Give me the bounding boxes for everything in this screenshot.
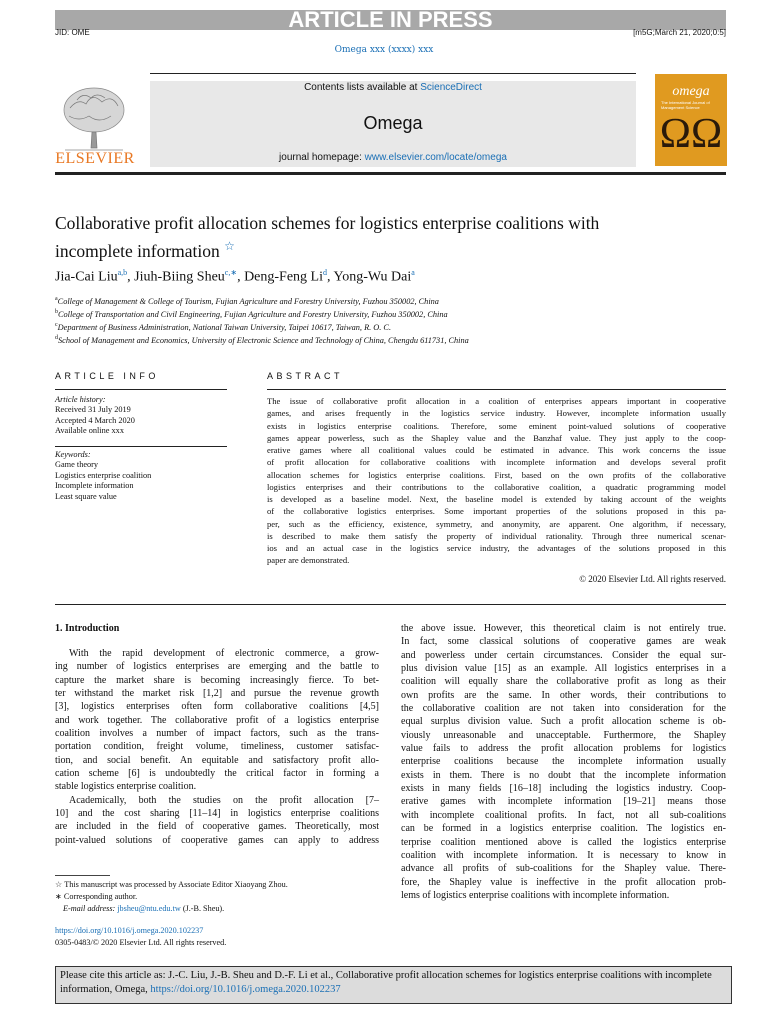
article-title-text: Collaborative profit allocation schemes for logistics enterprise coalitions with incomplete information	[55, 213, 600, 261]
footnote-star-text: This manuscript was processed by Associate Editor Xiaoyang Zhou.	[64, 880, 288, 889]
footnote-corresponding	[55, 891, 385, 903]
email-label: E-mail address:	[63, 904, 116, 913]
intro-line: capture the market share is becoming increasingly fierce. To bet-	[55, 674, 379, 686]
elsevier-wordmark: ELSEVIER	[55, 150, 135, 167]
footnote-star-mark: ☆	[55, 880, 63, 889]
intro-line: erative games with incomplete information [19–21] means those	[401, 796, 726, 808]
cover-title: omega	[672, 84, 710, 99]
author-name: Deng-Feng Li	[244, 269, 323, 285]
citation-text: Please cite this article as: J.-C. Liu, J.-B. Sheu and D.-F. Li et al., Collaborative profit allocation schemes for logistics enterprise coalitions with incomplete information, Omega,	[60, 970, 712, 995]
footnote-star	[55, 879, 385, 891]
affiliation-mark: d	[55, 335, 58, 342]
homepage-prefix: journal homepage:	[279, 152, 365, 163]
intro-column-right	[401, 622, 726, 902]
keyword-item: Least square value	[55, 491, 117, 501]
copyright-notice: © 2020 Elsevier Ltd. All rights reserved.	[579, 574, 726, 584]
affiliation-mark: b	[55, 309, 58, 316]
abstract-text	[267, 395, 726, 567]
abstract-line: games, and arises frequently in the logistics service industry. However, incomplete information usually	[267, 408, 726, 419]
intro-line: ter withstand the market risk [1,2] and pursue the revenue growth	[55, 688, 379, 700]
abstract-line: logistics enterprises and their contributions to the collaborative coalition, a quadratic programming model	[267, 481, 726, 492]
article-info-heading: ARTICLE INFO	[55, 371, 159, 381]
intro-line: fore, the Shapley value is ineffective in the profit allocation prob-	[401, 876, 726, 888]
intro-line: enterprise coalitions because the incomplete information usually	[401, 756, 726, 768]
body-top-rule	[55, 604, 726, 605]
footnote-rule	[55, 875, 110, 876]
intro-line: cation scheme [6] is undoubtedly the critical factor in forming a	[55, 768, 379, 780]
abstract-line: games appear powerless, such as the Shapley value and the Banzhaf value. They just apply to the coop-	[267, 432, 726, 443]
intro-line: the above issue. However, this theoretical claim is not entirely true.	[401, 623, 726, 634]
keyword-list	[55, 460, 227, 502]
email-suffix: (J.-B. Sheu).	[182, 904, 225, 913]
doi-block	[55, 925, 226, 949]
abstract-line: of the collaborative logistics enterprises. Some important properties of the solutions proposed in this pa-	[267, 506, 726, 517]
intro-line: ing number of logistics enterprises are emerging and the battle to	[55, 661, 379, 673]
article-in-press-banner: ARTICLE IN PRESS	[55, 10, 726, 30]
author-email-link[interactable]: jbsheu@ntu.edu.tw	[117, 904, 181, 913]
intro-line: Academically, both the studies on the profit allocation [7–	[69, 794, 379, 806]
manuscript-date: [m5G;March 21, 2020;0:5]	[633, 28, 726, 37]
intro-line: own profits are the same. In other words, their contributions to	[401, 689, 726, 701]
author-name: Jiuh-Biing Sheu	[134, 269, 225, 285]
intro-line: exists in many fields [16–18] including the logistics industry. Coop-	[401, 783, 726, 795]
affiliation-text: College of Transportation and Civil Engineering, Fujian Agriculture and Forestry University, Fuzhou 350002, China	[58, 309, 448, 319]
title-footnote-star-link[interactable]: ☆	[224, 239, 235, 253]
article-history	[55, 395, 227, 437]
affiliation	[55, 307, 715, 320]
cover-subtitle: The International Journal of Management Science	[661, 100, 710, 110]
abstract-line: paper are demonstrated.	[267, 555, 350, 566]
intro-line: the collaborative coalition are not taken into consideration for the	[401, 703, 726, 715]
journal-name: Omega	[363, 113, 423, 133]
affiliation-mark: c	[55, 322, 58, 329]
affiliation-mark: a	[55, 296, 58, 302]
abstract-line: per, such as the efficiency, existence, symmetry, and anonymity, are apparent. One algorithm, if necessary,	[267, 518, 726, 529]
intro-line: 10] and the cost sharing [11–14] in logistics enterprise coalitions	[55, 808, 379, 820]
homepage-link[interactable]: www.elsevier.com/locate/omega	[364, 152, 507, 163]
affiliation-list	[55, 294, 715, 346]
intro-line: terprise coalition mentioned above is called the logistics enterprise	[401, 836, 726, 848]
journal-id: JID: OME	[55, 28, 90, 37]
contents-line	[150, 82, 636, 93]
omega-symbol-icon: ΩΩ	[659, 111, 723, 157]
article-info-rule	[55, 389, 227, 390]
intro-line: are included in the field of cooperative games. Theoretically, most	[55, 821, 379, 833]
header-bottom-rule	[55, 172, 726, 175]
affiliation	[55, 294, 715, 307]
intro-line: value fails to address the profit allocation problems for logistics	[401, 743, 726, 755]
article-title	[55, 212, 675, 263]
history-item: Available online xxx	[55, 426, 124, 436]
intro-line: and powerless under certain circumstances. Consider the equal sur-	[401, 649, 726, 661]
intro-line: equal surplus division value. Such a profit allocation scheme is ob-	[401, 716, 726, 728]
abstract-line: ios and an actual case in the logistics service industry, the advantages of the solutions proposed in this	[267, 543, 726, 553]
author-affiliation-mark[interactable]: d	[323, 268, 327, 277]
history-item: Received 31 July 2019	[55, 405, 131, 415]
author-affiliation-mark[interactable]: a	[411, 268, 415, 277]
intro-line: and work together. The collaborative profit of a logistics enterprise	[55, 714, 379, 726]
journal-reference-link[interactable]: Omega xxx (xxxx) xxx	[334, 45, 434, 55]
introduction-heading: 1. Introduction	[55, 623, 120, 634]
keywords	[55, 450, 227, 502]
intro-line: plus division value [15] as an example. All logistics enterprises in a	[401, 663, 726, 675]
author-name: Yong-Wu Dai	[333, 269, 412, 285]
author-list	[55, 268, 705, 286]
history-item: Accepted 4 March 2020	[55, 415, 135, 425]
intro-line: coalition involves a number of impact factors, such as the trans-	[55, 728, 379, 740]
affiliation-text: College of Management & College of Tourism, Fujian Agriculture and Forestry University, Fuzhou 350002, China	[57, 296, 439, 306]
keyword-item: Game theory	[55, 460, 99, 470]
author-affiliation-mark[interactable]: c,∗	[224, 268, 238, 277]
intro-line: coalition will equally share the collaborative profit as long as their	[401, 676, 726, 688]
abstract-line: of profit allocation for collaborative coalitions with incomplete information and develops several profit	[267, 457, 726, 468]
intro-line: portation condition, freight volume, timeliness, customer satisfac-	[55, 741, 379, 753]
footnotes	[55, 879, 385, 915]
author-separator: ,	[237, 269, 245, 285]
intro-line: In fact, some classical solutions of cooperative games are weak	[401, 636, 726, 648]
intro-column-left	[55, 647, 379, 847]
intro-line: [3], logistics enterprises often form collaborative coalitions [4,5]	[55, 701, 379, 713]
abstract-line: allocation schemes for logistics enterprise coalitions. First, based on the own profits of the collaborative	[267, 469, 726, 480]
author-name: Jia-Cai Liu	[55, 269, 118, 285]
history-list	[55, 405, 227, 436]
intro-line: can be formed in a logistics enterprise coalition. The logistics en-	[401, 823, 726, 835]
abstract-line: is developed as a baseline model. Next, the baseline model is extended by taking account of the weights	[267, 494, 726, 504]
intro-line: advance all profits of sub-coalitions for the Shapley value. There-	[401, 863, 726, 875]
abstract-line: erative games where all coalitional values could be estimated in advance. This work concerns the issue	[267, 445, 726, 455]
abstract-line: The issue of collaborative profit allocation in a coalition of enterprises appears important in cooperative	[267, 396, 726, 406]
abstract-line: exists in logistics enterprise coalitions. Therefore, some eminent point-valued solutions of cooperative	[267, 420, 726, 431]
homepage-line	[150, 152, 636, 163]
affiliation-text: Department of Business Administration, National Taiwan University, Taipei 10617, Taiwan, R. O. C.	[57, 322, 392, 332]
sciencedirect-link[interactable]: ScienceDirect	[420, 82, 482, 93]
abstract-heading: ABSTRACT	[267, 371, 344, 381]
author-separator: ,	[327, 269, 334, 285]
contents-prefix: Contents lists available at	[304, 82, 421, 93]
intro-line: stable logistics enterprise coalition.	[55, 781, 197, 793]
footnote-corr-text: Corresponding author.	[63, 892, 138, 901]
intro-line: With the rapid development of electronic commerce, a grow-	[69, 648, 379, 659]
footnote-corr-mark: ∗	[55, 892, 62, 901]
affiliation	[55, 333, 715, 346]
citation-box	[55, 966, 732, 1004]
author-separator: ,	[127, 269, 135, 285]
intro-line: coalition with incomplete information. It is necessary to know in	[401, 849, 726, 861]
history-label: Article history:	[55, 395, 106, 404]
abstract-line: is described to make them satisfy the property of individual rationality. Through three numerical scenar-	[267, 530, 726, 541]
intro-line: viously unreasonable and unacceptable. Furthermore, the Shapley	[401, 729, 726, 741]
journal-cover-thumbnail	[655, 74, 727, 166]
rights-line: 0305-0483/© 2020 Elsevier Ltd. All rights reserved.	[55, 938, 227, 947]
abstract-rule	[267, 389, 726, 390]
intro-line: exists in them. There is no doubt that the incomplete information	[401, 769, 726, 781]
intro-line: tion, and social benefit. An equitable and satisfactory profit allo-	[55, 754, 379, 766]
keywords-rule	[55, 446, 227, 447]
keywords-label: Keywords:	[55, 450, 91, 459]
author-affiliation-mark[interactable]: a,b	[117, 268, 128, 277]
keyword-item: Logistics enterprise coalition	[55, 470, 152, 480]
affiliation	[55, 320, 715, 333]
keyword-item: Incomplete information	[55, 481, 134, 491]
citation-doi-link[interactable]: https://doi.org/10.1016/j.omega.2020.102237	[150, 984, 341, 995]
footnote-email	[55, 903, 385, 915]
intro-line: point-valued solutions of cooperative games can apply to address	[55, 834, 379, 846]
intro-line: lems of logistics enterprise coalitions with incomplete information.	[401, 889, 670, 901]
doi-link[interactable]: https://doi.org/10.1016/j.omega.2020.102237	[55, 926, 204, 935]
intro-line: with incomplete coalitional profits. In fact, not all sub-coalitions	[401, 809, 726, 821]
affiliation-text: School of Management and Economics, University of Electronic Science and Technology of China, Chengdu 611731, China	[58, 335, 469, 345]
header-top-rule	[150, 73, 636, 74]
